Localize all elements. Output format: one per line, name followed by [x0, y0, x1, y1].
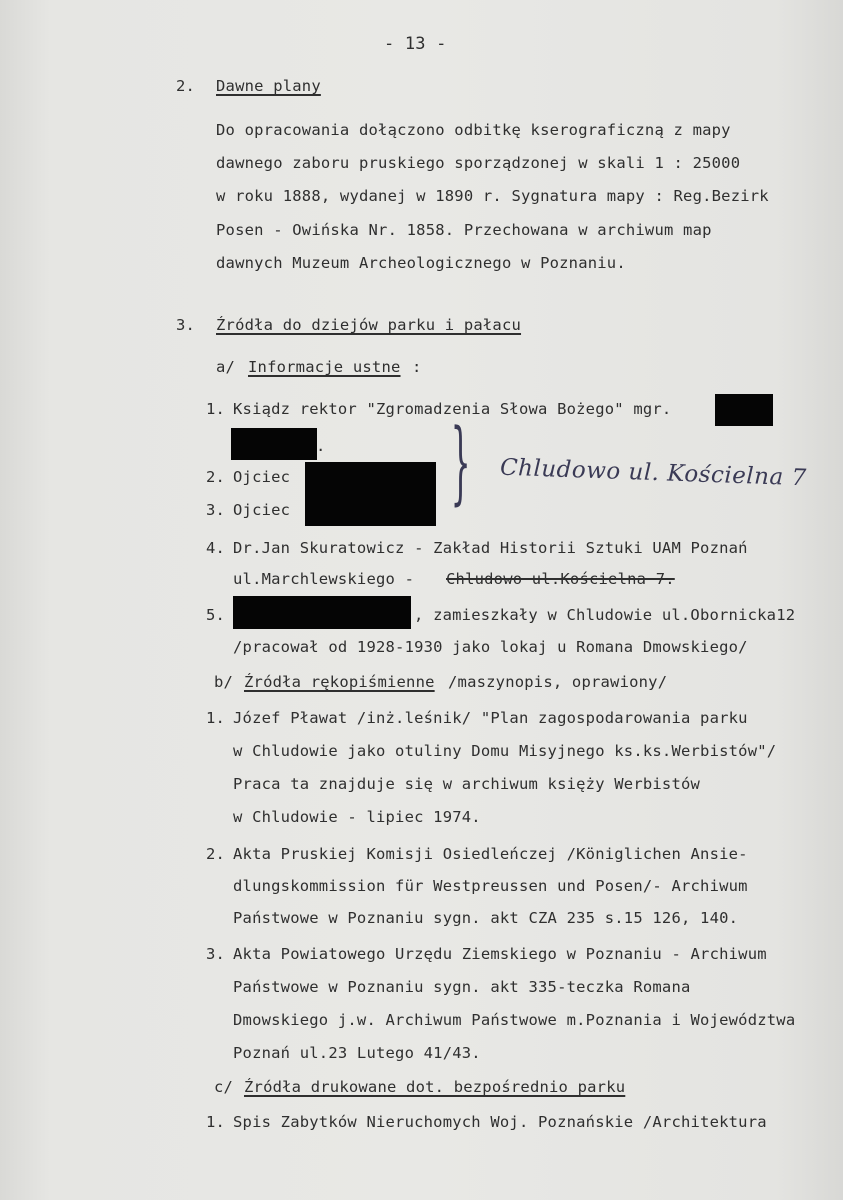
- subsection-c-title: Źródła drukowane dot. bezpośrednio parku: [244, 1078, 626, 1096]
- oral-item-2-number: 2.: [206, 468, 226, 486]
- oral-item-5-text: , zamieszkały w Chludowie ul.Obornicka12: [414, 606, 796, 624]
- oral-item-1-text: Ksiądz rektor "Zgromadzenia Słowa Bożego" mgr.: [233, 400, 672, 418]
- section-2-number: 2.: [176, 77, 196, 95]
- manuscript-item-3-number: 3.: [206, 945, 226, 963]
- manuscript-item-2-line-3: Państwowe w Poznaniu sygn. akt CZA 235 s.15 126, 140.: [233, 909, 739, 927]
- manuscript-item-1-line-4: w Chludowie - lipiec 1974.: [233, 808, 481, 826]
- manuscript-item-3-line-4: Poznań ul.23 Lutego 41/43.: [233, 1044, 481, 1062]
- section-2-line-3: w roku 1888, wydanej w 1890 r. Sygnatura mapy : Reg.Bezirk: [216, 187, 769, 205]
- subsection-a-title: Informacje ustne: [248, 358, 401, 376]
- subsection-b-label: b/: [214, 673, 234, 691]
- page-number: - 13 -: [384, 34, 447, 54]
- manuscript-item-2-line-1: Akta Pruskiej Komisji Osiedleńczej /Königlichen Ansie-: [233, 845, 748, 863]
- oral-item-3-text: Ojciec: [233, 501, 291, 519]
- oral-item-4-number: 4.: [206, 539, 226, 557]
- manuscript-item-3-line-1: Akta Powiatowego Urzędu Ziemskiego w Poznaniu - Archiwum: [233, 945, 767, 963]
- printed-item-1-text: Spis Zabytków Nieruchomych Woj. Poznańskie /Architektura: [233, 1113, 767, 1131]
- manuscript-item-1-line-3: Praca ta znajduje się w archiwum księży Werbistów: [233, 775, 701, 793]
- manuscript-item-1-line-2: w Chludowie jako otuliny Domu Misyjnego ks.ks.Werbistów"/: [233, 742, 777, 760]
- subsection-a-colon: :: [412, 358, 422, 376]
- section-3-title: Źródła do dziejów parku i pałacu: [216, 316, 522, 334]
- manuscript-item-3-line-2: Państwowe w Poznaniu sygn. akt 335-teczka Romana: [233, 978, 691, 996]
- subsection-b-title: Źródła rękopiśmienne: [244, 673, 435, 691]
- section-3-number: 3.: [176, 316, 196, 334]
- manuscript-item-3-line-3: Dmowskiego j.w. Archiwum Państwowe m.Poznania i Województwa: [233, 1011, 796, 1029]
- handwritten-brace: }: [450, 410, 471, 515]
- handwritten-note: Chludowo ul. Kościelna 7: [499, 454, 808, 492]
- redaction-box: [715, 394, 773, 426]
- manuscript-item-1-line-1: Józef Pławat /inż.leśnik/ "Plan zagospodarowania parku: [233, 709, 748, 727]
- section-2-line-1: Do opracowania dołączono odbitkę kserograficzną z mapy: [216, 121, 731, 139]
- oral-item-2-text: Ojciec: [233, 468, 291, 486]
- redaction-box: [231, 428, 317, 460]
- manuscript-item-2-line-2: dlungskommission für Westpreussen und Posen/- Archiwum: [233, 877, 748, 895]
- oral-item-4-text: Dr.Jan Skuratowicz - Zakład Historii Sztuki UAM Poznań: [233, 539, 748, 557]
- manuscript-item-2-number: 2.: [206, 845, 226, 863]
- subsection-a-label: a/: [216, 358, 236, 376]
- oral-item-5-number: 5.: [206, 606, 226, 624]
- oral-item-1-continuation: .: [316, 437, 326, 455]
- section-2-line-5: dawnych Muzeum Archeologicznego w Poznaniu.: [216, 254, 626, 272]
- redaction-box: [233, 596, 411, 629]
- subsection-c-label: c/: [214, 1078, 234, 1096]
- oral-item-5-continuation: /pracował od 1928-1930 jako lokaj u Romana Dmowskiego/: [233, 638, 748, 656]
- oral-item-4-struck-address: Chludowo ul.Kościelna 7.: [446, 570, 675, 588]
- printed-item-1-number: 1.: [206, 1113, 226, 1131]
- oral-item-4-continuation: ul.Marchlewskiego -: [233, 570, 415, 588]
- subsection-b-suffix: /maszynopis, oprawiony/: [448, 673, 668, 691]
- redaction-box: [305, 462, 436, 526]
- section-2-line-2: dawnego zaboru pruskiego sporządzonej w skali 1 : 25000: [216, 154, 741, 172]
- section-2-line-4: Posen - Owińska Nr. 1858. Przechowana w archiwum map: [216, 221, 712, 239]
- manuscript-item-1-number: 1.: [206, 709, 226, 727]
- oral-item-3-number: 3.: [206, 501, 226, 519]
- oral-item-1-number: 1.: [206, 400, 226, 418]
- section-2-title: Dawne plany: [216, 77, 321, 95]
